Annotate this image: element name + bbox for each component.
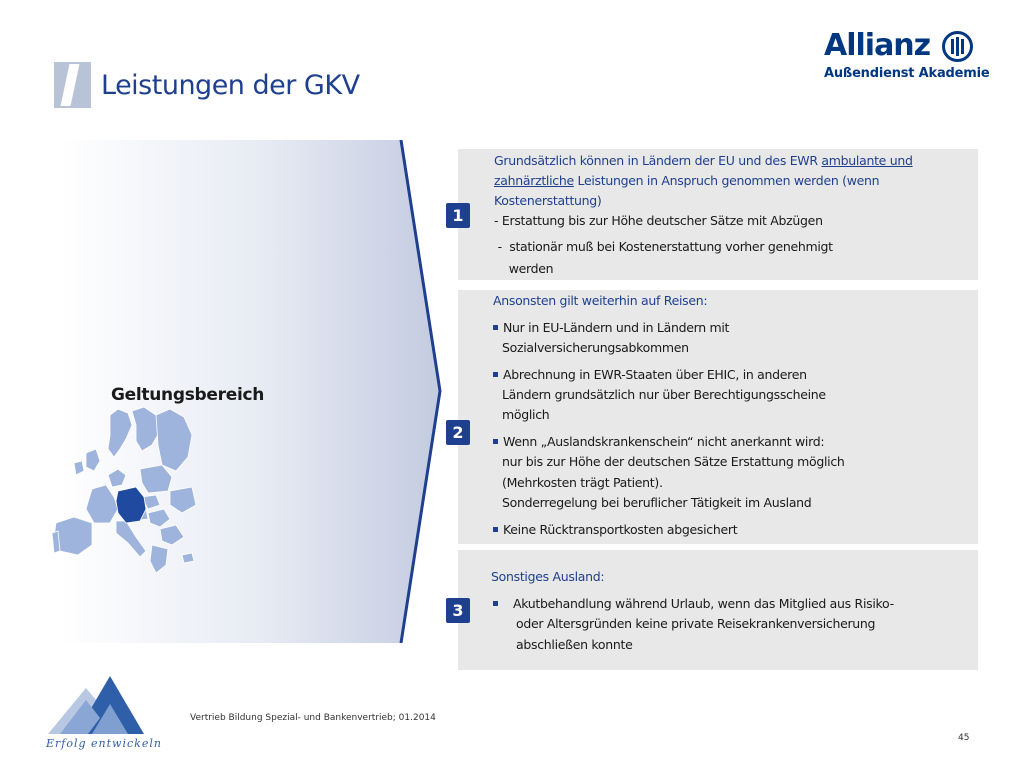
logo-subtitle: Außendienst Akademie [824, 66, 990, 81]
bullet-icon [493, 601, 498, 606]
allianz-emblem-icon [942, 31, 973, 62]
page-number: 45 [958, 733, 970, 743]
number-badge-2: 2 [446, 420, 470, 445]
box1-line-3: Kostenerstattung) [494, 193, 602, 208]
box2-heading: Ansonsten gilt weiterhin auf Reisen: [493, 293, 708, 308]
logo-brand-text: Allianz [824, 28, 931, 63]
box2-item-4: Keine Rücktransportkosten abgesichert [493, 520, 737, 541]
box1-line-2 [494, 171, 879, 192]
box3-item-1-line-2: oder Altersgründen keine private Reisekrankenversicherung [516, 616, 876, 631]
box2-item-3-line-2: nur bis zur Höhe der deutschen Sätze Erstattung möglich [502, 454, 845, 469]
allianz-logo [824, 28, 990, 90]
box2-item-3-line-3: (Mehrkosten trägt Patient). [502, 475, 663, 490]
box1-line-5: - stationär muß bei Kostenerstattung vorher genehmigt [494, 239, 833, 254]
box1-line-1-text: Grundsätzlich können in Ländern der EU und des EWR [494, 153, 822, 168]
number-badge-3: 3 [446, 598, 470, 623]
box3-item-1-line-3: abschließen konnte [516, 637, 633, 652]
box2-item-2-line-2: Ländern grundsätzlich nur über Berechtigungsscheine [502, 387, 826, 402]
box2-item-2: Abrechnung in EWR-Staaten über EHIC, in anderen [493, 365, 807, 386]
page-title: Leistungen der GKV [101, 70, 360, 101]
footer-logo-script: Erfolg entwickeln [46, 737, 162, 750]
box1-underlined-ambulant: ambulante und [821, 153, 913, 168]
box2-item-3: Wenn „Auslandskrankenschein“ nicht anerkannt wird: [493, 432, 824, 453]
title-slash-mark [54, 62, 91, 108]
box1-line-4: - Erstattung bis zur Höhe deutscher Sätze mit Abzügen [494, 213, 823, 228]
box2-item-3-line-4: Sonderregelung bei beruflicher Tätigkeit im Ausland [502, 495, 812, 510]
europe-map-icon [52, 405, 202, 583]
bullet-icon [493, 325, 498, 330]
box2-item-1-line-2: Sozialversicherungsabkommen [502, 340, 689, 355]
box1-line-6: werden [494, 261, 554, 276]
bullet-icon [493, 372, 498, 377]
box2-item-1: Nur in EU-Ländern und in Ländern mit [493, 318, 729, 339]
box3-item-1: Akutbehandlung während Urlaub, wenn das Mitglied aus Risiko- [493, 594, 894, 615]
box2-item-2-line-3: möglich [502, 407, 550, 422]
number-badge-1: 1 [446, 203, 470, 228]
box1-line-2-text: Leistungen in Anspruch genommen werden (wenn [573, 173, 880, 188]
footer-text: Vertrieb Bildung Spezial- und Bankenvertrieb; 01.2014 [190, 713, 436, 723]
bullet-icon [493, 527, 498, 532]
bullet-icon [493, 439, 498, 444]
box1-line-1 [494, 151, 913, 172]
box1-underlined-zahnaerztlich: zahnärztliche [494, 173, 574, 188]
box3-heading: Sonstiges Ausland: [491, 569, 605, 584]
scope-label: Geltungsbereich [111, 385, 265, 405]
